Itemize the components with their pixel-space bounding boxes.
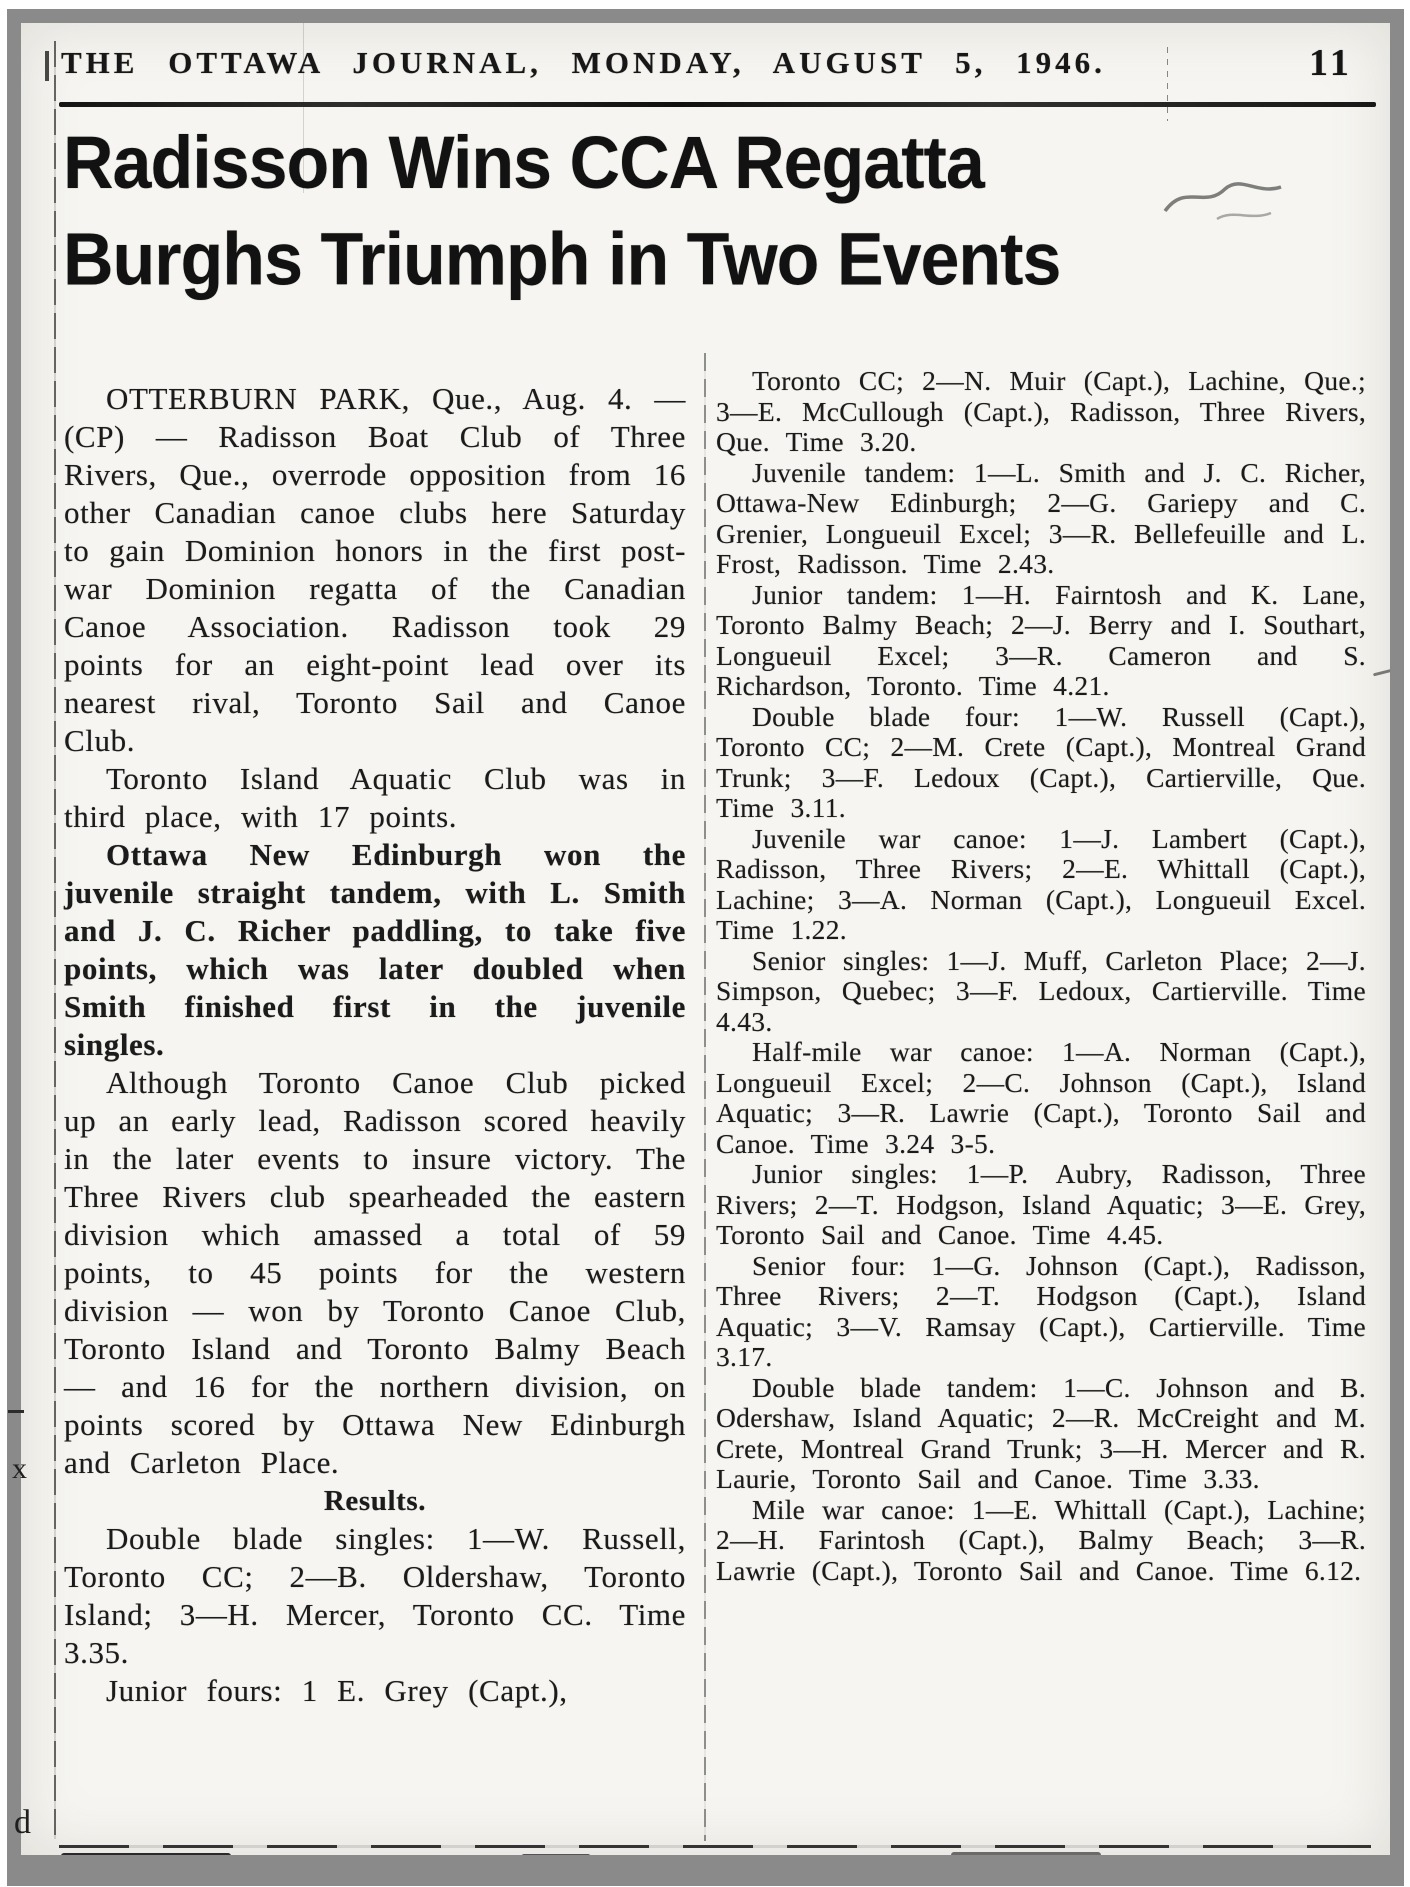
cutoff-headline-fragment: [521, 1854, 591, 1855]
headline-line1: Radisson Wins CCA Regatta: [63, 121, 984, 205]
result-entry: Senior singles: 1—J. Muff, Carleton Place; 2—J. Simpson, Quebec; 3—F. Ledoux, Cartierville. Time 4.43.: [716, 944, 1366, 1037]
left-column-rule: [54, 41, 56, 1839]
margin-dash-mark: [8, 1410, 24, 1413]
masthead: THE OTTAWA JOURNAL, MONDAY, AUGUST 5, 1946.: [61, 45, 1106, 80]
result-entry: Senior four: 1—G. Johnson (Capt.), Radisson, Three Rivers; 2—T. Hodgson (Capt.), Island Aquatic; 3—V. Ramsay (Capt.), Cartierville. Time 3.17.: [716, 1249, 1366, 1372]
result-entry: Double blade four: 1—W. Russell (Capt.), Toronto CC; 2—M. Crete (Capt.), Montreal Grand Trunk; 3—F. Ledoux (Capt.), Cartierville, Que. Time 3.11.: [716, 700, 1366, 823]
article-column-right: [716, 366, 1366, 1586]
cutoff-headline-fragment: [61, 1853, 231, 1855]
result-entry: Mile war canoe: 1—E. Whittall (Capt.), Lachine; 2—H. Farintosh (Capt.), Balmy Beach; 3—R. Lawrie (Capt.), Toronto Sail and Canoe. Time 6.12.: [716, 1493, 1366, 1586]
result-entry: Junior tandem: 1—H. Fairntosh and K. Lane, Toronto Balmy Beach; 2—J. Berry and I. Southart, Longueuil Excel; 3—R. Cameron and S. Richardson, Toronto. Time 4.21.: [716, 578, 1366, 701]
article-column-left: [64, 380, 686, 1710]
margin-mark-d: d: [14, 1804, 31, 1841]
result-entry: Junior fours: 1 E. Grey (Capt.),: [106, 1673, 568, 1708]
headline-line2: Burghs Triumph in Two Events: [63, 217, 1061, 301]
result-entry: Toronto CC; 2—N. Muir (Capt.), Lachine, Que.; 3—E. McCullough (Capt.), Radisson, Three Rivers, Que. Time 3.20.: [716, 365, 1366, 457]
margin-tick: [45, 51, 49, 81]
article-paragraph: Although Toronto Canoe Club picked up an early lead, Radisson scored heavily in the later events to insure victory. The Three Rivers club spearheaded the eastern division which amassed a total of 59 points, to 45 points for the western division — won by Toronto Canoe Club, Toronto Island and Toronto Balmy Beach — and 16 for the northern division, on points scored by Ottawa New Edinburgh and Carleton Place.: [64, 1065, 686, 1480]
result-entry: Double blade tandem: 1—C. Johnson and B. Odershaw, Island Aquatic; 2—R. McCreight and M. Crete, Montreal Grand Trunk; 3—H. Mercer and R. Laurie, Toronto Sail and Canoe. Time 3.33.: [716, 1371, 1366, 1494]
newspaper-page: [21, 23, 1390, 1855]
page-number-divider-rule: [1167, 47, 1168, 121]
ink-smudge-artifact: [1159, 169, 1289, 233]
article-paragraph: Toronto Island Aquatic Club was in third place, with 17 points.: [64, 761, 686, 834]
bottom-section-rule: [59, 1845, 1371, 1848]
article-paragraph-bold: Ottawa New Edinburgh won the juvenile straight tandem, with L. Smith and J. C. Richer paddling, to take five points, which was later doubled when Smith finished first in the juvenile singles.: [64, 837, 686, 1062]
margin-mark-x: x: [12, 1452, 27, 1485]
ink-artifact: [1373, 669, 1390, 677]
page-number: 11: [1309, 42, 1353, 84]
result-entry: Juvenile tandem: 1—L. Smith and J. C. Richer, Ottawa-New Edinburgh; 2—G. Gariepy and C. Grenier, Longueuil Excel; 3—R. Bellefeuille and L. Frost, Radisson. Time 2.43.: [716, 456, 1366, 579]
result-entry: Half-mile war canoe: 1—A. Norman (Capt.), Longueuil Excel; 2—C. Johnson (Capt.), Island Aquatic; 3—R. Lawrie (Capt.), Toronto Sail and Canoe. Time 3.24 3-5.: [716, 1036, 1366, 1159]
cutoff-headline-fragment: [951, 1852, 1101, 1855]
column-divider-rule: [704, 353, 706, 1841]
results-heading: Results.: [323, 1485, 427, 1517]
article-lead-paragraph: OTTERBURN PARK, Que., Aug. 4. — (CP) — Radisson Boat Club of Three Rivers, Que., overrode opposition from 16 other Canadian canoe clubs here Saturday to gain Dominion honors in the first post-war Dominion regatta of the Canadian Canoe Association. Radisson took 29 points for an eight-point lead over its nearest rival, Toronto Sail and Canoe Club.: [64, 381, 686, 758]
result-entry: Juvenile war canoe: 1—J. Lambert (Capt.), Radisson, Three Rivers; 2—E. Whittall (Capt.), Lachine; 3—A. Norman (Capt.), Longueuil Excel. Time 1.22.: [716, 822, 1366, 945]
masthead-rule: [59, 102, 1376, 107]
result-entry: Junior singles: 1—P. Aubry, Radisson, Three Rivers; 2—T. Hodgson, Island Aquatic; 3—E. Grey, Toronto Sail and Canoe. Time 4.45.: [716, 1158, 1366, 1250]
result-entry: Double blade singles: 1—W. Russell, Toronto CC; 2—B. Oldershaw, Toronto Island; 3—H. Mercer, Toronto CC. Time 3.35.: [64, 1521, 686, 1670]
